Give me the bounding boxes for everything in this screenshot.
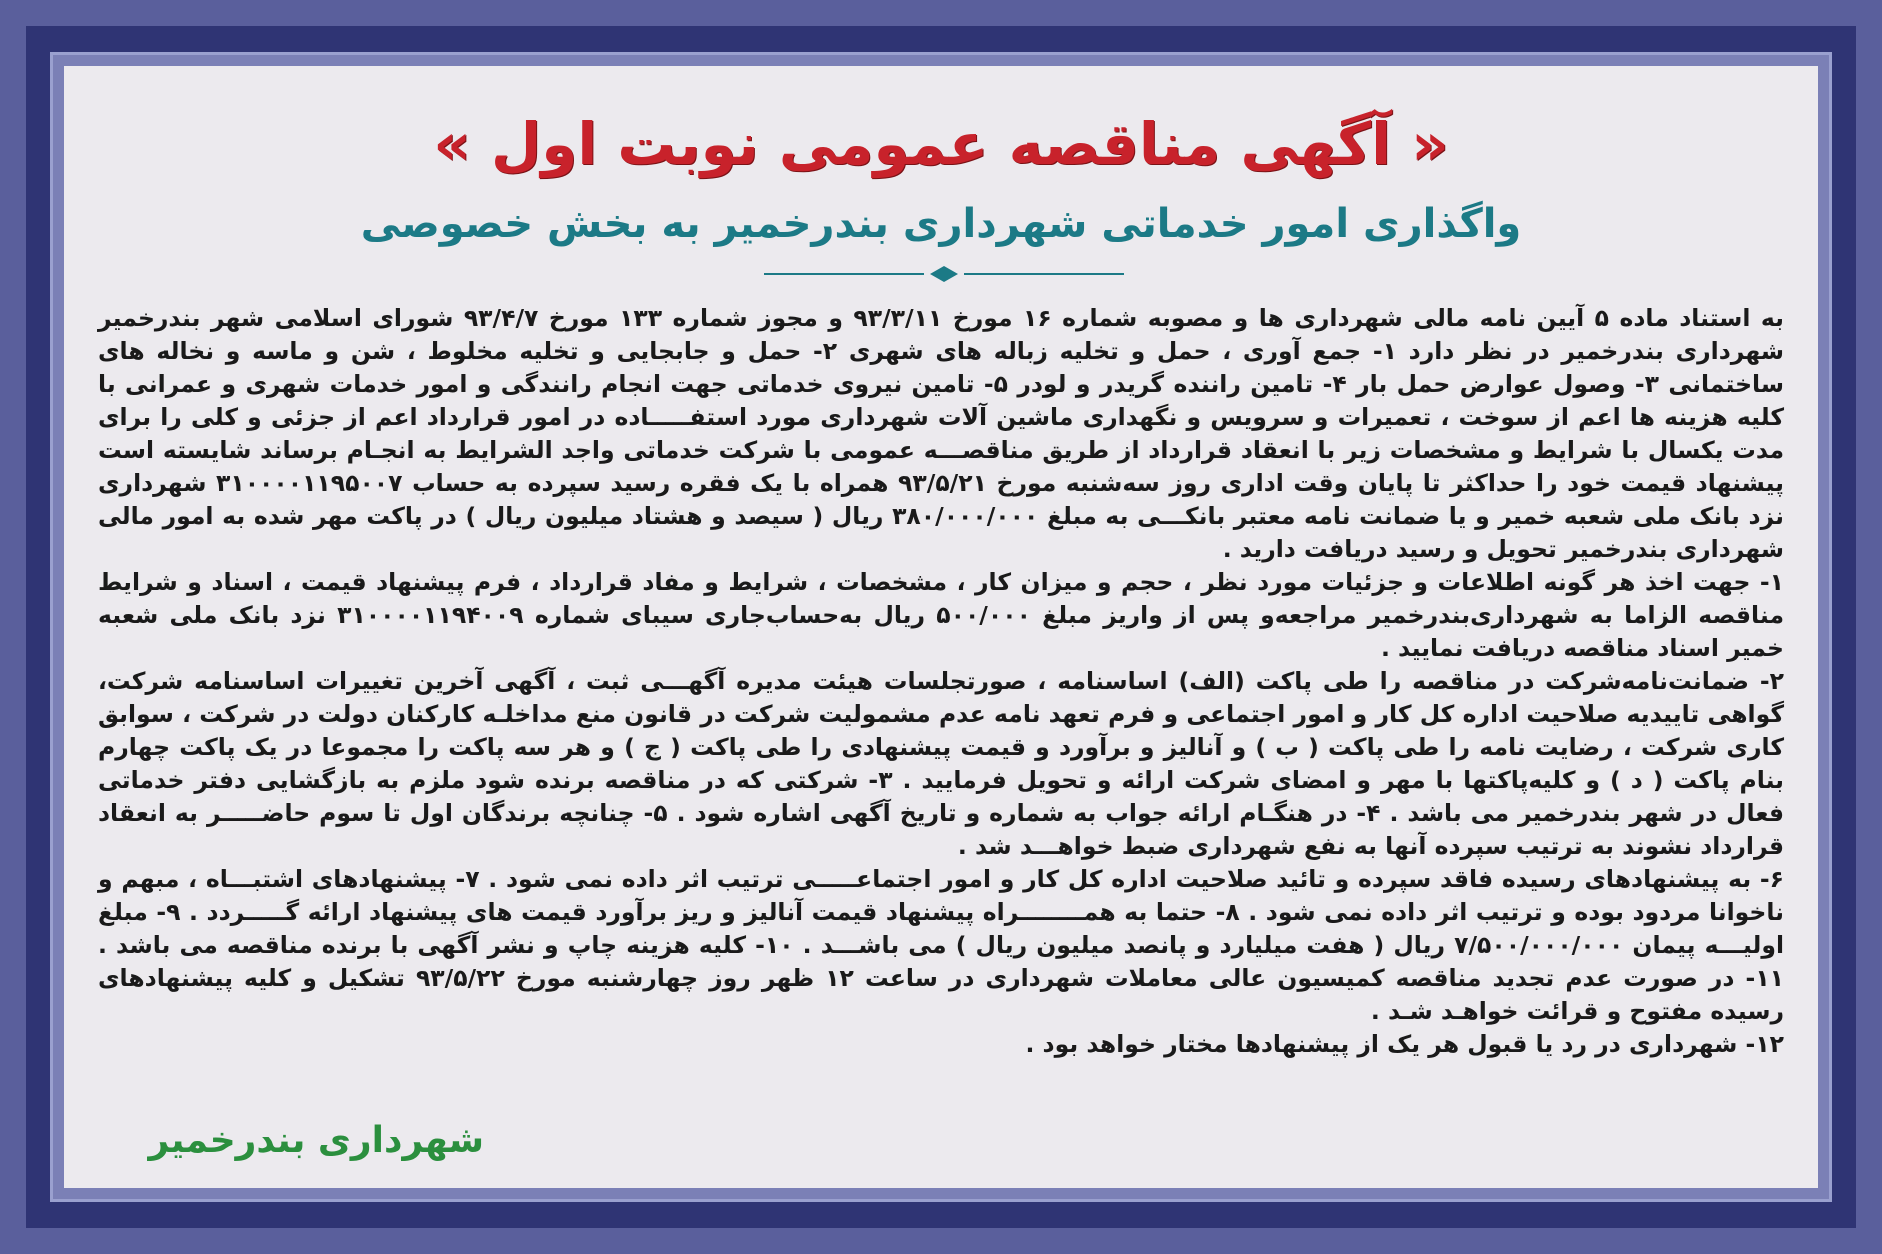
notice-body: [98, 302, 1784, 1061]
condition-12: ۱۲- شهرداری در رد یا قبول هر یک از پیشنهادها مختار خواهد بود .: [1025, 1030, 1784, 1058]
notice-subtitle: واگذاری امور خدماتی شهرداری بندرخمیر به بخش خصوصی: [360, 201, 1522, 247]
condition-2-5: ۲- ضمانت‌نامه‌شرکت در مناقصه را طی پاکت (الف) اساسنامه ، صورتجلسات هیئت مدیره آگهـــی ثبت ، آگهی آخرین تغییرات اساسنامه شرکت، گواهی تاییدیه صلاحیت اداره کل کار و امور اجتماعی و فرم تعهد نامه عدم مشمولیت شرکت در قانون منع مداخلـه کارکنان دولت در شرکت ، سوابق کاری شرکت ، رضایت نامه را طی پاکت ( ب ) و آنالیز و برآورد و قیمت پیشنهادی را طی پاکت ( ج ) و هر سه پاکت را مجموعا در یک پاکت چهارم بنام پاکت ( د ) و کلیه‌پاکتها با مهر و امضای شرکت ارائه و تحویل فرمایید . ۳- شرکتی که در مناقصه برنده شود ملزم به بازگشایی دفتر خدماتی فعال در شهر بندرخمیر می باشد . ۴- در هنگـام ارائه جواب به شماره و تاریخ آگهی اشاره شود . ۵- چنانچه برندگان اول تا سوم حاضـــــر به انعقاد قرارداد نشوند به ترتیب سپرده آنها به نفع شهرداری ضبط خواهـــد شد .: [98, 667, 1784, 860]
municipality-signature: شهرداری بندرخمیر: [148, 1120, 484, 1161]
divider-diamond-icon: [930, 266, 958, 282]
notice-paper: [64, 66, 1818, 1188]
condition-1: ۱- جهت اخذ هر گونه اطلاعات و جزئیات مورد نظر ، حجم و میزان کار ، مشخصات ، شرایط و مفاد قرارداد ، فرم پیشنهاد قیمت ، اسناد و شرایط مناقصه الزاما به شهرداری‌بندرخمیر مراجعه‌و پس از واریز مبلغ ۵۰۰/۰۰۰ ریال به‌حساب‌جاری سیبای شماره ۳۱۰۰۰۰۱۱۹۴۰۰۹ نزد بانک ملی شعبه خمیر اسناد مناقصه دریافت نمایید .: [98, 568, 1784, 662]
condition-6-11: ۶- به پیشنهادهای رسیده فاقد سپرده و تائید صلاحیت اداره کل کار و امور اجتماعـــــی ترتیب اثر داده نمی شود . ۷- پیشنهادهای اشتبـــاه ، مبهم و ناخوانا مردود بوده و ترتیب اثر داده نمی شود . ۸- حتما به همــــــــراه پیشنهاد قیمت آنالیز و ریز برآورد قیمت های پیشنهاد ارائه گـــــردد . ۹- مبلغ اولیـــه پیمان ۷/۵۰۰/۰۰۰/۰۰۰ ریال ( هفت میلیارد و پانصد میلیون ریال ) می باشـــد . ۱۰- کلیه هزینه چاپ و نشر آگهی با برنده مناقصه می باشد . ۱۱- در صورت عدم تجدید مناقصه کمیسیون عالی معاملات شهرداری در ساعت ۱۲ ظهر روز چهارشنبه مورخ ۹۳/۵/۲۲ تشکیل و کلیه پیشنهادهای رسیده مفتوح و قرائت خواهـد شـد .: [98, 865, 1785, 1025]
notice-title: « آگهی مناقصه عمومی نوبت اول »: [433, 110, 1449, 178]
ornament-divider: [764, 266, 1124, 282]
intro-paragraph: به استناد ماده ۵ آیین نامه مالی شهرداری ها و مصوبه شماره ۱۶ مورخ ۹۳/۳/۱۱ و مجوز شماره ۱۳۳ مورخ ۹۳/۴/۷ شورای اسلامی شهر بندرخمیر شهرداری بندرخمیر در نظر دارد ۱- جمع آوری ، حمل و تخلیه زباله های شهری ۲- حمل و جابجایی و تخلیه مخلوط ، شن و ماسه و نخاله های ساختمانی ۳- وصول عوارض حمل بار ۴- تامین راننده گریدر و لودر ۵- تامین نیروی خدماتی جهت انجام رانندگی و امور خدمات شهری و عمرانی با کلیه هزینه ها اعم از سوخت ، تعمیرات و سرویس و نگهداری ماشین آلات شهرداری مورد استفـــــاده در امور قرارداد اعم از جزئی و کلی را برای مدت یکسال با شرایط و مشخصات زیر با انعقاد قرارداد از طریق مناقصـــه عمومی با شرکت خدماتی واجد الشرایط به انجـام برساند شایسته است پیشنهاد قیمت خود را حداکثر تا پایان وقت اداری روز سه‌شنبه مورخ ۹۳/۵/۲۱ همراه با یک فقره رسید سپرده به حساب ۳۱۰۰۰۰۱۱۹۵۰۰۷ شهرداری نزد بانک ملی شعبه خمیر و یا ضمانت نامه معتبر بانکـــی به مبلغ ۳۸۰/۰۰۰/۰۰۰ ریال ( سیصد و هشتاد میلیون ریال ) در پاکت مهر شده به امور مالی شهرداری بندرخمیر تحویل و رسید دریافت دارید .: [98, 304, 1785, 563]
